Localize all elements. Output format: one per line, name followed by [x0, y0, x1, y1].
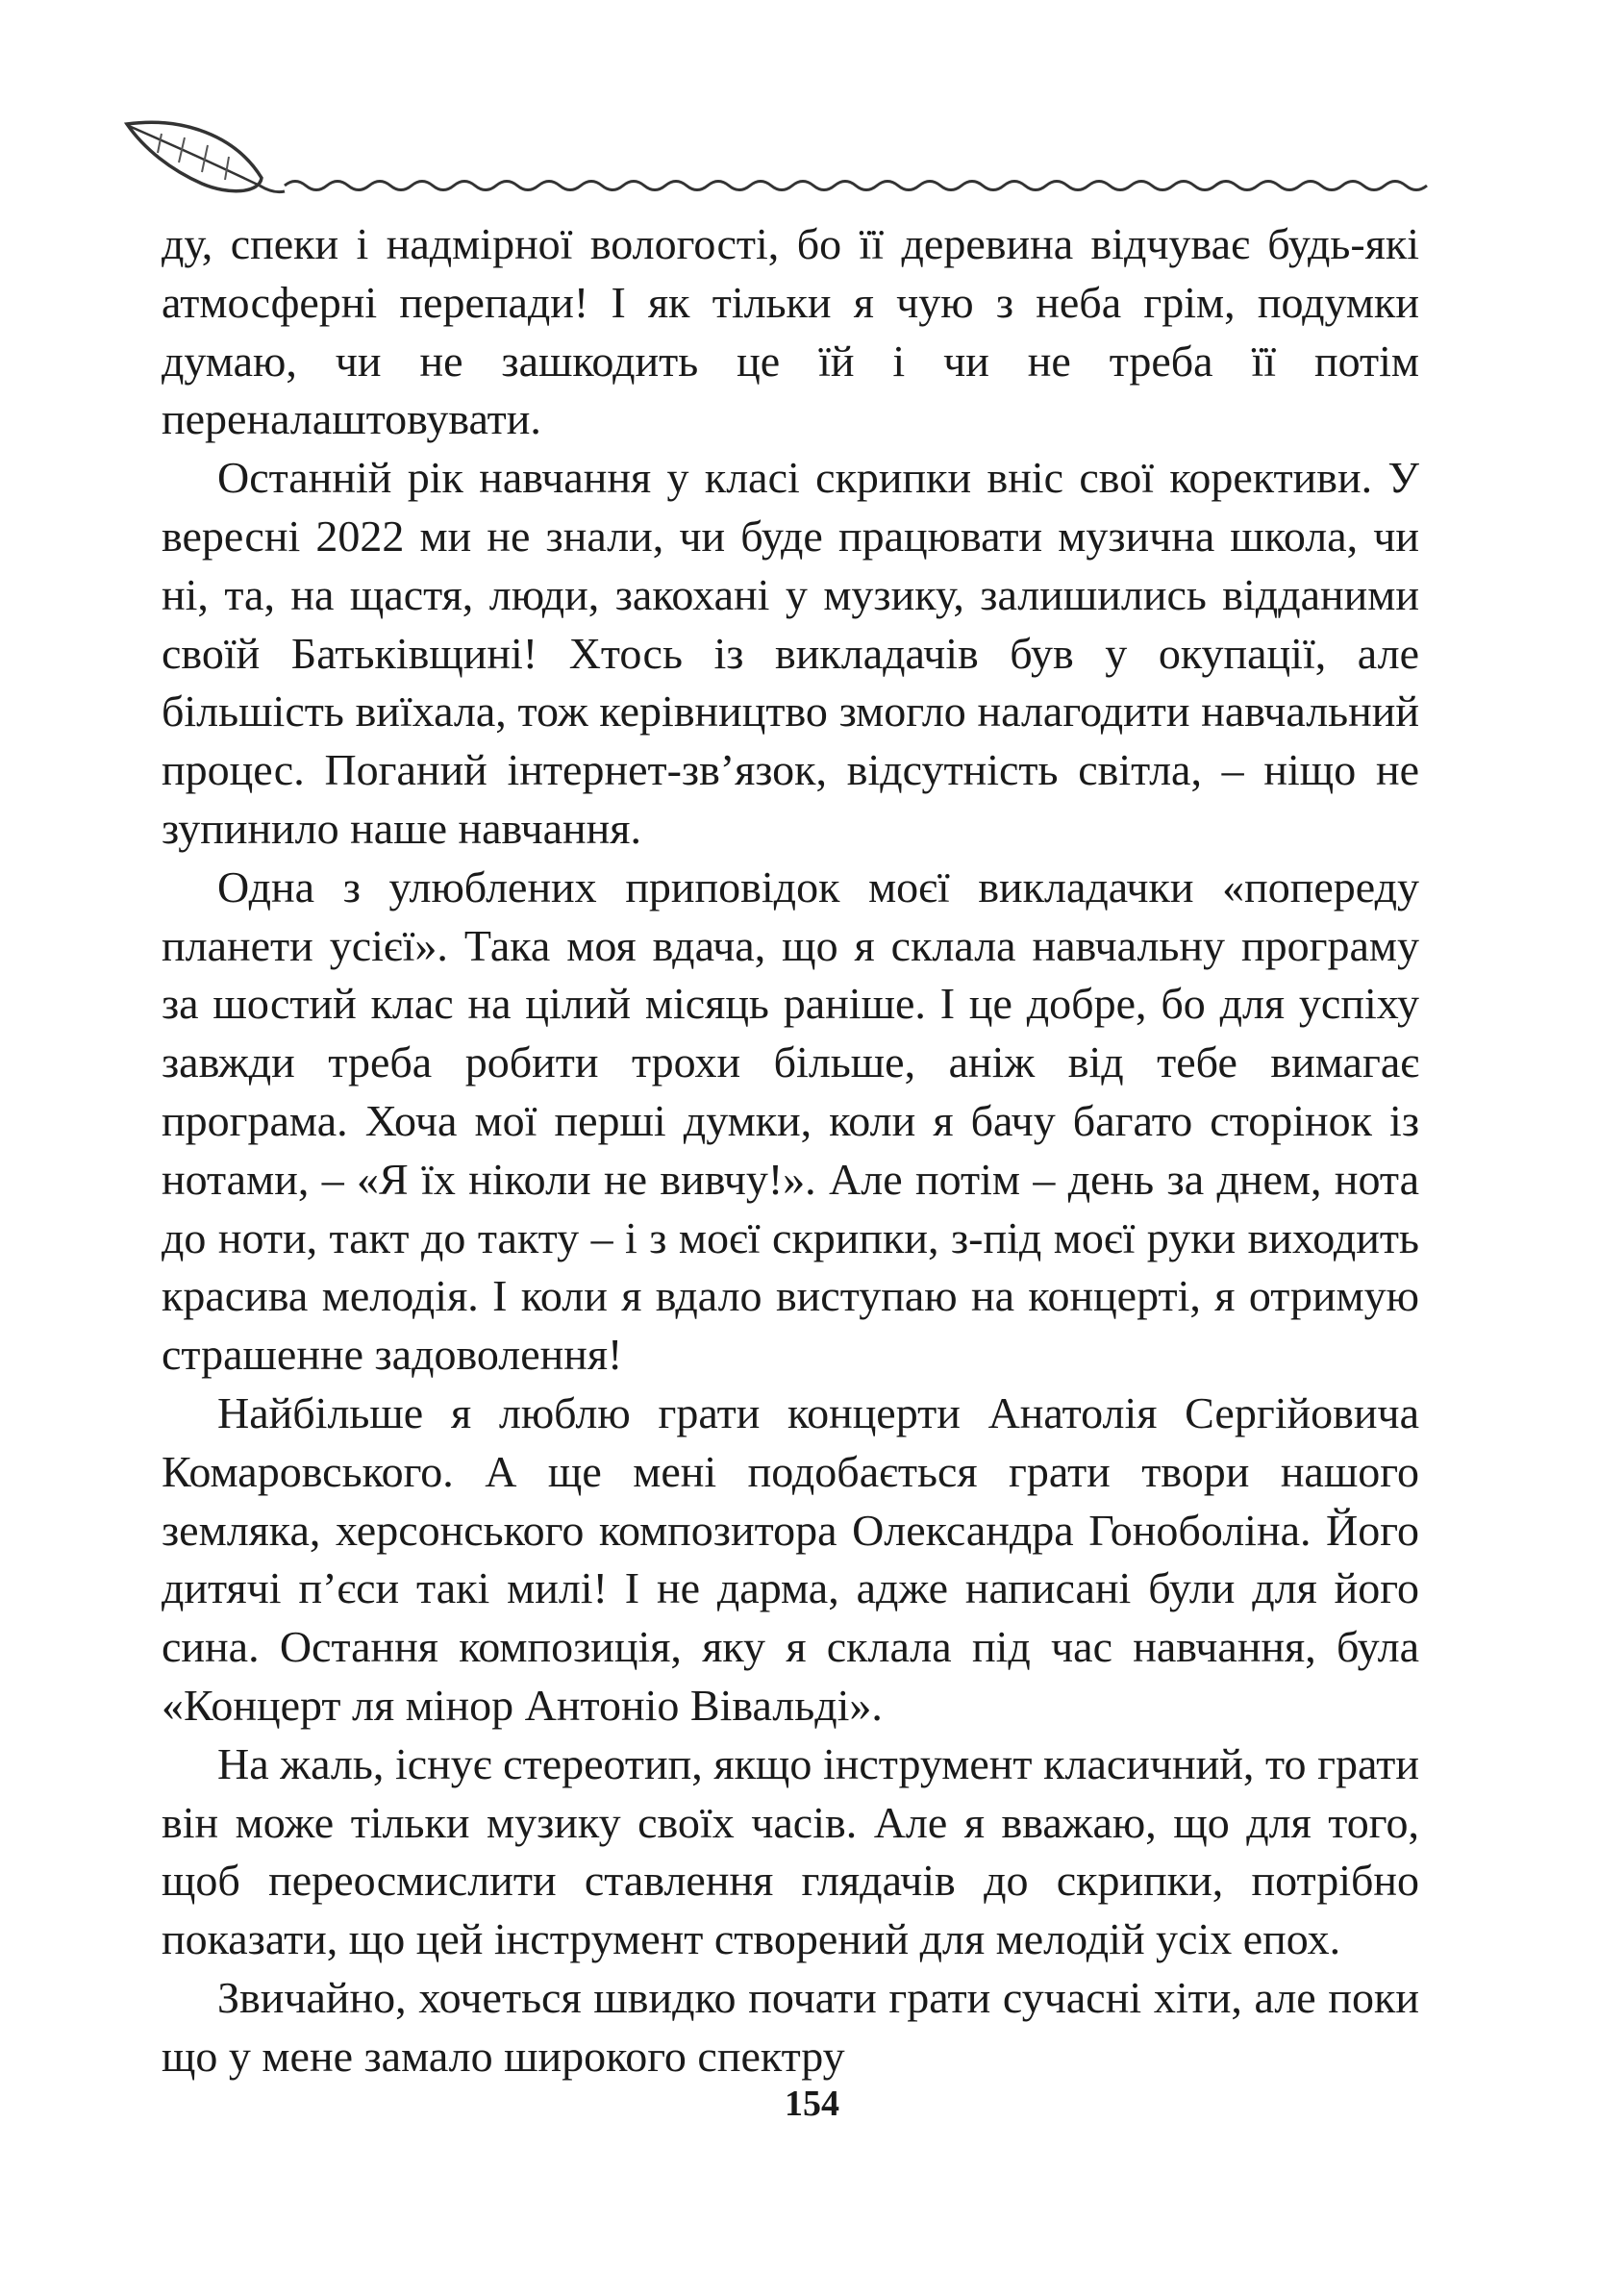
paragraph: Найбільше я люблю грати концерти Анатолія Сергійовича Комаровського. А ще мені подобається грати твори нашого земляка, херсонського композитора Олександра Гоноболіна. Його дитячі п’єси такі милі! І не дарма, адже написані були для його сина. Остання композиція, яку я склала під час навчання, була «Концерт ля мінор Антоніо Вівальді». [162, 1387, 1419, 1730]
paragraph: ду, спеки і надмірної вологості, бо її деревина відчуває будь-які атмосферні перепади! І як тільки я чую з неба грім, подумки думаю, чи не зашкодить це їй і чи не треба її потім переналаштовувати. [162, 219, 1419, 444]
wavy-divider [285, 182, 1427, 190]
body-text [162, 215, 1419, 2086]
paragraph: Останній рік навчання у класі скрипки вніс свої корективи. У вересні 2022 ми не знали, чи буде працювати музична школа, чи ні, та, на щастя, люди, закохані у музику, залишились відданими своїй Батьківщині! Хтось із викладачів був у окупації, але більшість виїхала, тож керівництво змогло налагодити навчальний процес. Поганий інтернет-зв’язок, відсутність світла, – ніщо не зупинило наше навчання. [162, 453, 1419, 853]
paragraph: Одна з улюблених приповідок моєї викладачки «попереду планети усієї». Така моя вдача, що я склала навчальну програму за шостий клас на цілий місяць раніше. І це добре, бо для успіху завжди треба робити трохи більше, аніж від тебе вимагає програма. Хоча мої перші думки, коли я бачу багато сторінок із нотами, – «Я їх ніколи не вивчу!». Але потім – день за днем, нота до ноти, такт до такту – і з моєї скрипки, з-під моєї руки виходить красива мелодія. І коли я вдало виступаю на концерті, я отримую страшенне задоволення! [162, 861, 1419, 1380]
header-ornament [115, 111, 1442, 202]
page-number: 154 [785, 2084, 839, 2124]
paragraph: На жаль, існує стереотип, якщо інструмент класичний, то грати він може тільки музику своїх часів. Але я вважаю, що для того, щоб переосмислити ставлення глядачів до скрипки, потрібно показати, що цей інструмент створений для мелодій усіх епох. [162, 1738, 1419, 1964]
feather-icon [127, 122, 285, 191]
paragraph: Звичайно, хочеться швидко почати грати сучасні хіти, але поки що у мене замало широкого спектру [162, 1972, 1419, 2081]
